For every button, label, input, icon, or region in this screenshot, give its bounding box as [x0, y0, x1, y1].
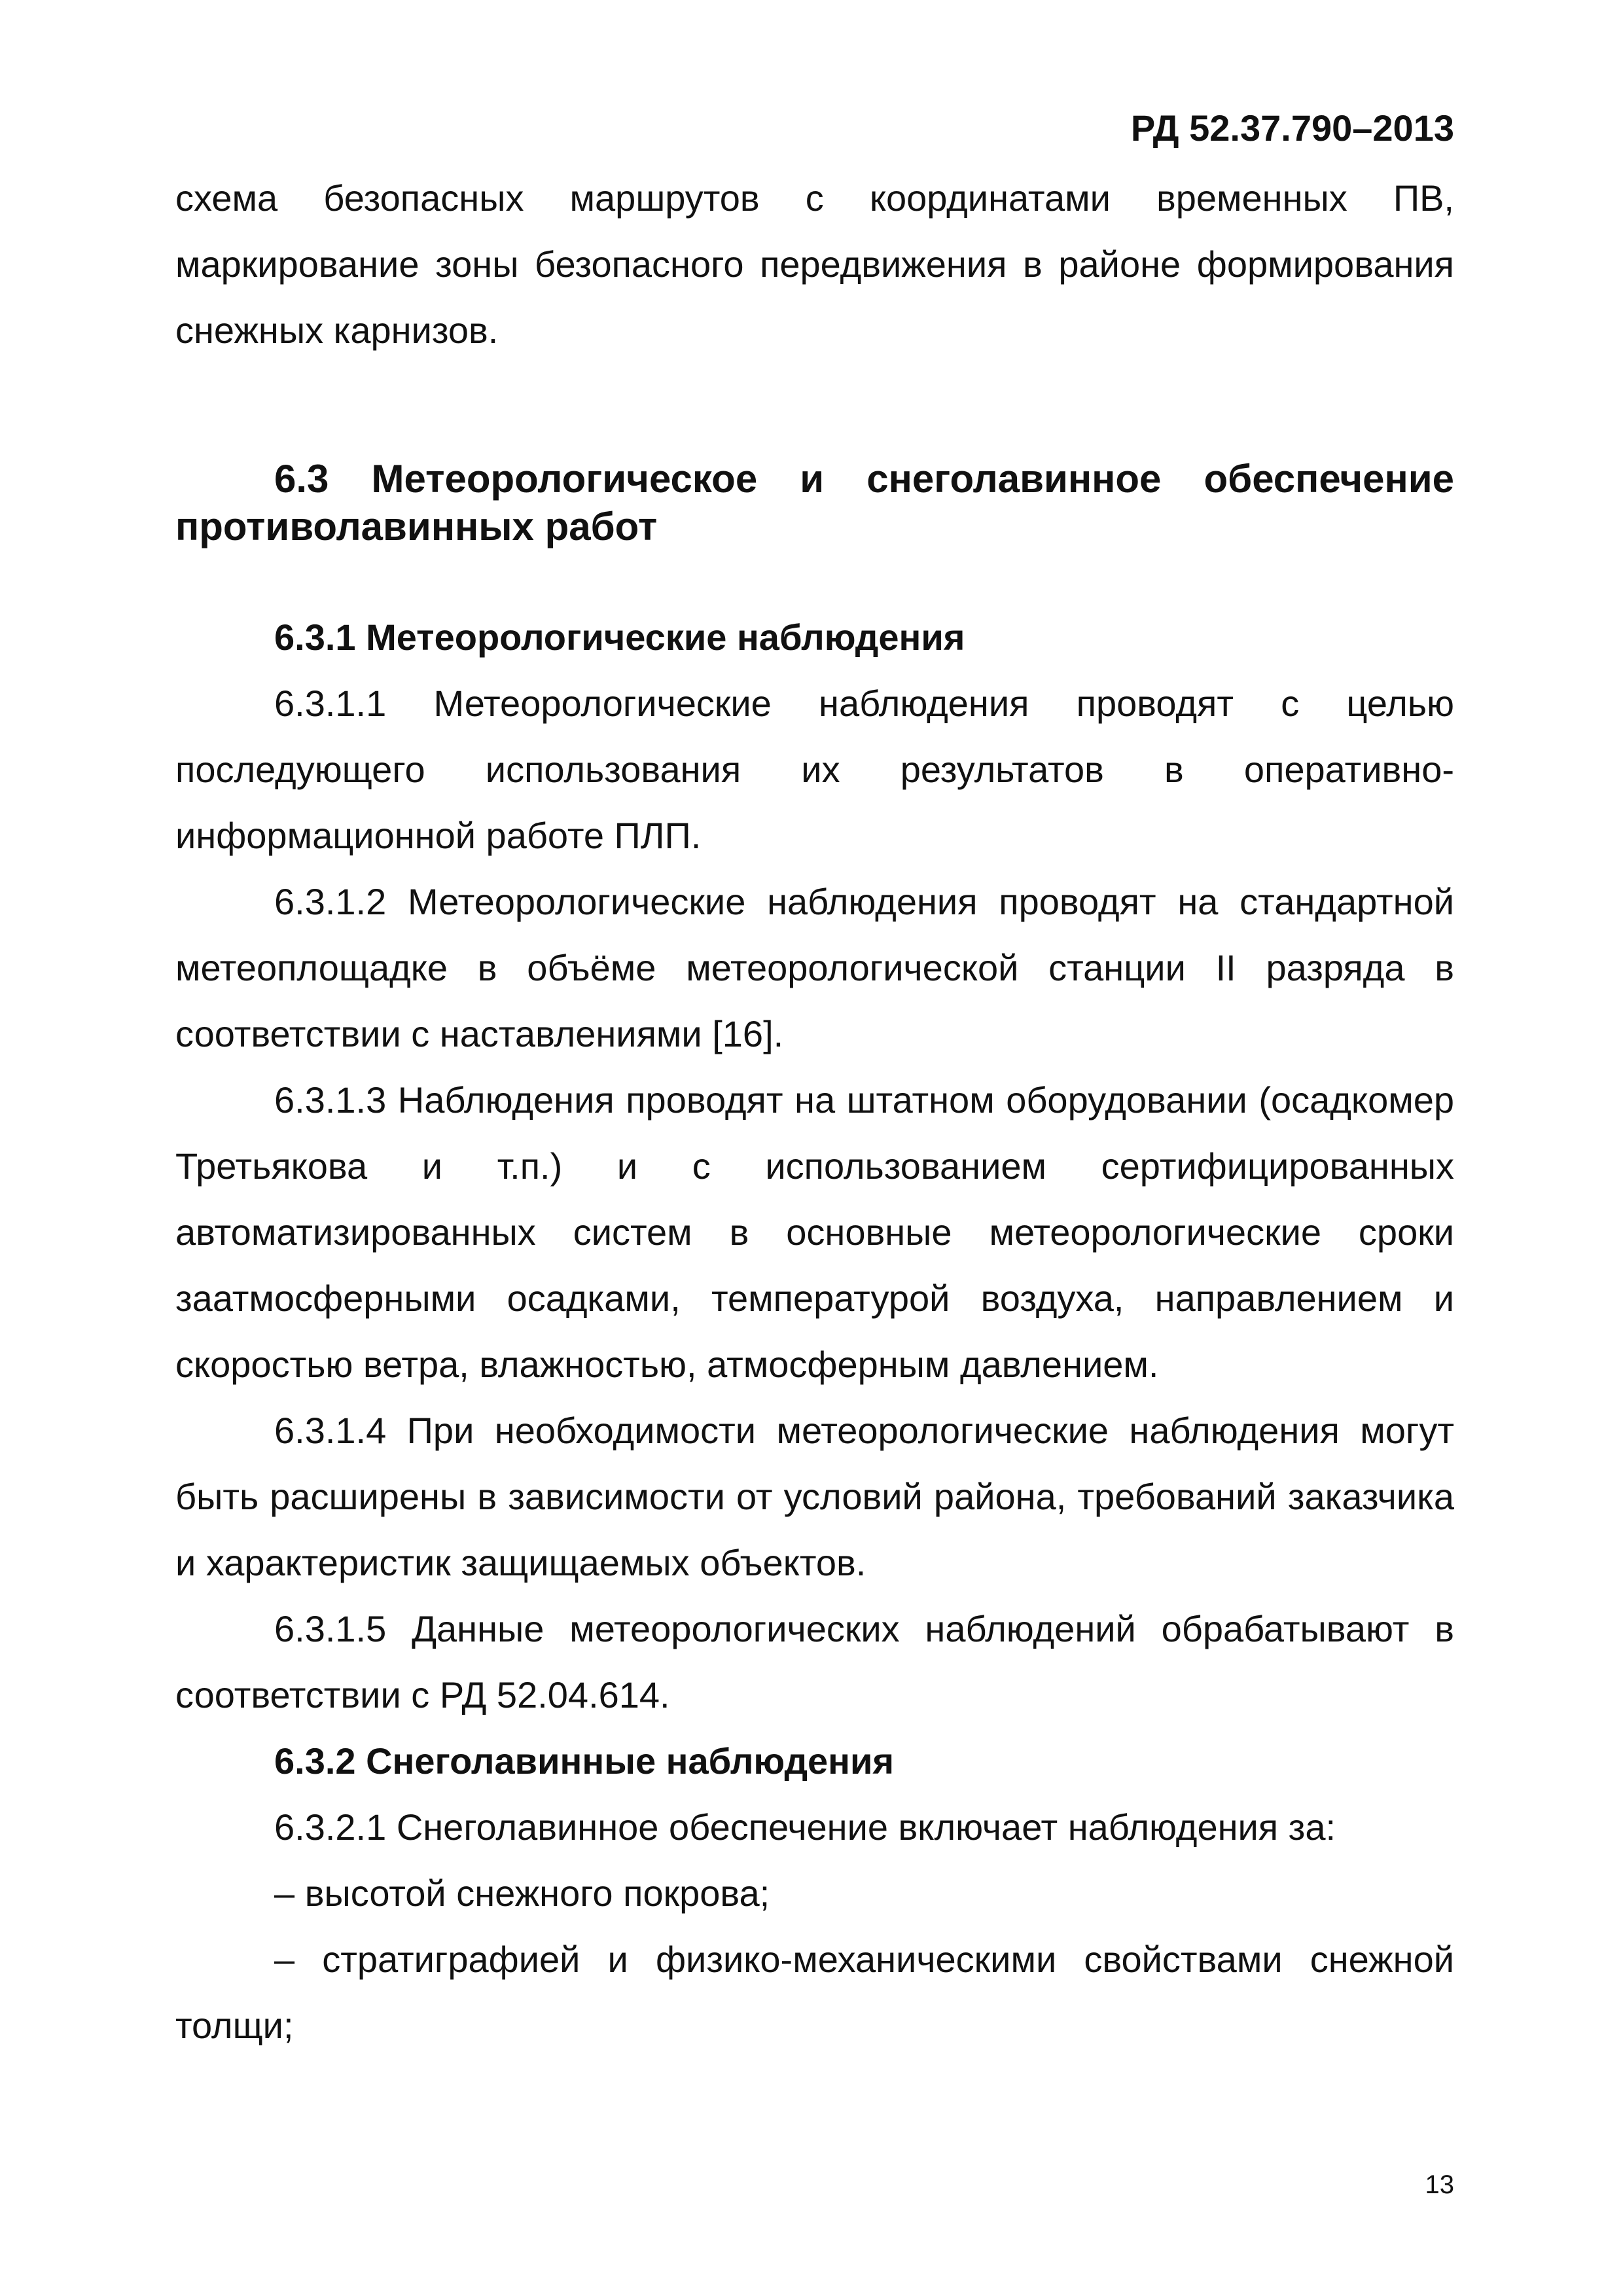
intro-paragraph: схема безопасных маршрутов с координатами временных ПВ, маркирование зоны безопасного передвижения в районе формирования снежных карнизов. [175, 177, 1454, 351]
page-number: 13 [1425, 2170, 1454, 2199]
paragraph-6-3-1-4: 6.3.1.4 При необходимости метеорологические наблюдения могут быть расширены в зависимости от условий района, требований заказчика и характеристик защищаемых объектов. [175, 1410, 1454, 1583]
section-6-3-1-title: 6.3.1 Метеорологические наблюдения [274, 617, 965, 658]
list-item: – высотой снежного покрова; [274, 1873, 770, 1914]
paragraph-6-3-1-1: 6.3.1.1 Метеорологические наблюдения проводят с целью последующего использования их результатов в оперативно-информационной работе ПЛП. [175, 683, 1454, 856]
list-item: – стратиграфией и физико-механическими свойствами снежной толщи; [175, 1939, 1454, 2046]
document-code-header: РД 52.37.790–2013 [1130, 107, 1454, 149]
paragraph-6-3-1-5: 6.3.1.5 Данные метеорологических наблюдений обрабатывают в соответствии с РД 52.04.614. [175, 1608, 1454, 1715]
section-6-3-2-title: 6.3.2 Снеголавинные наблюдения [274, 1740, 895, 1782]
section-6-3-title: 6.3 Метеорологическое и снеголавинное обеспечение противолавинных работ [175, 457, 1454, 548]
page-body [175, 165, 1454, 2058]
paragraph-6-3-2-1: 6.3.2.1 Снеголавинное обеспечение включает наблюдения за: [274, 1806, 1336, 1848]
paragraph-6-3-1-2: 6.3.1.2 Метеорологические наблюдения проводят на стандартной метеоплощадке в объёме метеорологической станции II разряда в соответствии с наставлениями [16]. [175, 881, 1454, 1054]
paragraph-6-3-1-3: 6.3.1.3 Наблюдения проводят на штатном оборудовании (осадкомер Третьякова и т.п.) и с использованием сертифицированных автоматизированных систем в основные метеорологические сроки заатмосферными осадками, температурой воздуха, направлением и скоростью ветра, влажностью, атмосферным давлением. [175, 1079, 1454, 1385]
